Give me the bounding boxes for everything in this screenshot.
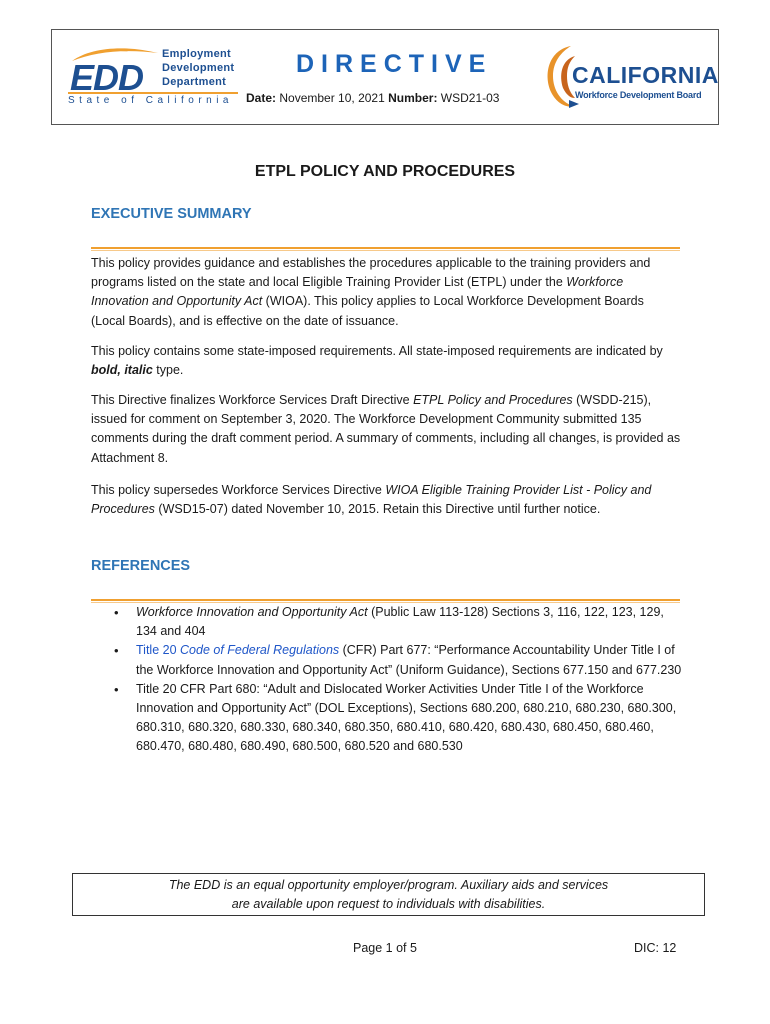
document-title: ETPL POLICY AND PROCEDURES [254, 163, 516, 180]
california-wdb-logo [539, 40, 719, 112]
references-heading: REFERENCES [91, 558, 191, 574]
eeo-notice-line: are available upon request to individuals with disabilities. [231, 897, 546, 911]
cfr-link[interactable]: Title 20 Code of Federal Regulations [136, 643, 340, 658]
number-value: WSD21-03 [440, 91, 500, 105]
summary-paragraph: This policy contains some state-imposed requirements. All state-imposed requirements are indicated by bold, italic type. [91, 344, 663, 378]
dic-number: DIC: 12 [634, 941, 677, 955]
edd-logo-line: Employment [162, 48, 232, 60]
summary-paragraph: This policy supersedes Workforce Services Directive WIOA Eligible Training Provider List - Policy and Procedures (WSD15-07) dated November 10, 2015. Retain this Directive until further notice. [91, 483, 652, 517]
summary-paragraph: This Directive finalizes Workforce Services Draft Directive ETPL Policy and Procedures (WSDD-215), issued for comment on September 3, 2020. The Workforce Development Community submitted 135 comments during the draft comment period. A summary of comments, including all changes, is provided as Attachment 8. [91, 393, 681, 465]
date-value: November 10, 2021 [279, 91, 385, 105]
date-number-line [246, 91, 499, 105]
ca-logo-sub: Workforce Development Board [575, 90, 702, 100]
edd-logo-line: Development [162, 62, 235, 74]
reference-item: • Workforce Innovation and Opportunity Act (Public Law 113-128) Sections 3, 116, 122, 123, 129, 134 and 404 [113, 603, 683, 641]
edd-logo-text [162, 47, 234, 89]
edd-logo [66, 45, 235, 107]
summary-paragraph: This policy provides guidance and establishes the procedures applicable to the training providers and programs listed on the state and local Eligible Training Provider List (ETPL) under the Workforce Innovation and Opportunity Act (WIOA). This policy applies to Local Workforce Development Boards (Local Boards), and is effective on the date of issuance. [91, 256, 651, 328]
directive-title: DIRECTIVE [296, 50, 493, 78]
references-list [113, 603, 683, 757]
eeo-notice-line: The EDD is an equal opportunity employer/program. Auxiliary aids and services [168, 878, 609, 892]
eeo-notice [72, 873, 705, 916]
number-label: Number: [388, 91, 438, 105]
directive-header [51, 29, 719, 125]
reference-item: • Title 20 Code of Federal Regulations (CFR) Part 677: “Performance Accountability Under Title I of the Workforce Innovation and Opportunity Act” (Uniform Guidance), Sections 677.150 and 677.230 [113, 641, 683, 679]
edd-logo-line: Department [162, 76, 227, 88]
ca-logo-word: CALIFORNIA [572, 62, 719, 88]
section-divider [91, 599, 680, 602]
executive-summary-heading: EXECUTIVE SUMMARY [91, 206, 252, 222]
section-divider [91, 247, 680, 250]
reference-item: • Title 20 CFR Part 680: “Adult and Dislocated Worker Activities Under Title I of the Workforce Innovation and Opportunity Act” (DOL Exceptions), Sections 680.200, 680.210, 680.230, 680.300, 680.310, 680.320, 680.330, 680.340, 680.350, 680.410, 680.420, 680.430, 680.450, 680.460, 680.470, 680.480, 680.490, 680.500, 680.520 and 680.530 [113, 680, 683, 757]
edd-logo-state: State of California [68, 92, 238, 106]
page-number: Page 1 of 5 [353, 941, 417, 955]
date-label: Date: [246, 91, 277, 105]
edd-logo-abbr: EDD [70, 57, 144, 98]
